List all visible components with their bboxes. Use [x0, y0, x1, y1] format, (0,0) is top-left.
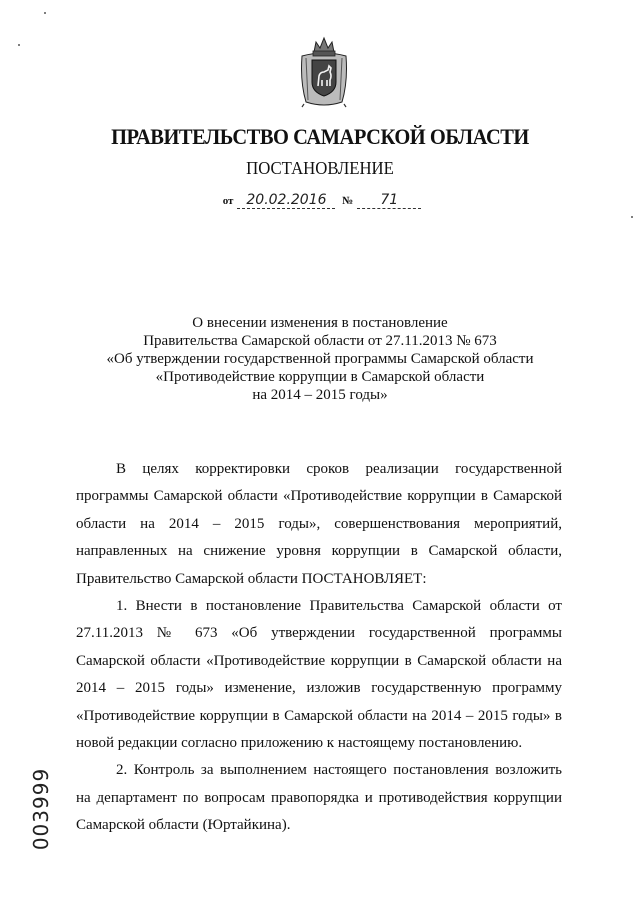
subject-line: «Об утверждении государственной программы Самарской области — [106, 351, 534, 367]
scan-speck — [18, 44, 20, 46]
preamble-paragraph: В целях корректировки сроков реализации государственной программы Самарской области «Противодействие коррупции в Самарской области на 2014 – 2015 годы», совершенствования мероприятий, направленных на снижение уровня коррупции в Самарской области, Правительство Самарской области ПОСТАНОВЛЯЕТ: — [76, 461, 562, 587]
registration-stamp-number — [14, 767, 68, 851]
subject-line: Правительства Самарской области от 27.11.2013 № 673 — [143, 333, 497, 349]
document-type: ПОСТАНОВЛЕНИЕ — [246, 158, 394, 178]
document-subject — [100, 314, 540, 404]
scan-speck — [44, 12, 46, 14]
scan-speck — [631, 216, 633, 218]
subject-line: «Противодействие коррупции в Самарской области — [155, 369, 485, 385]
number-prefix: № — [342, 195, 354, 207]
subject-line: на 2014 – 2015 годы» — [252, 387, 388, 403]
stamp-number-text: 003999 — [29, 767, 53, 851]
item-1-paragraph: 1. Внести в постановление Правительства Самарской области от 27.11.2013 № 673 «Об утверждении государственной программы Самарской области «Противодействие коррупции в Самарской области на 2014 – 2015 годы» изменение, изложив государственную программу «Противодействие коррупции в Самарской области на 2014 – 2015 годы» в новой редакции согласно приложению к настоящему постановлению. — [76, 598, 562, 752]
document-body — [76, 456, 562, 840]
samara-coat-of-arms-icon — [298, 36, 350, 108]
date-prefix: от — [222, 195, 234, 207]
item-2-paragraph: 2. Контроль за выполнением настоящего постановления возложить на департамент по вопросам правопорядка и противодействия коррупции Самарской области (Юртайкина). — [76, 762, 562, 834]
handwritten-date: 20.02.2016 — [237, 192, 335, 209]
handwritten-number: 71 — [357, 192, 421, 209]
subject-line: О внесении изменения в постановление — [192, 315, 448, 331]
government-title: ПРАВИТЕЛЬСТВО САМАРСКОЙ ОБЛАСТИ — [111, 124, 529, 149]
date-number-line — [0, 192, 640, 209]
